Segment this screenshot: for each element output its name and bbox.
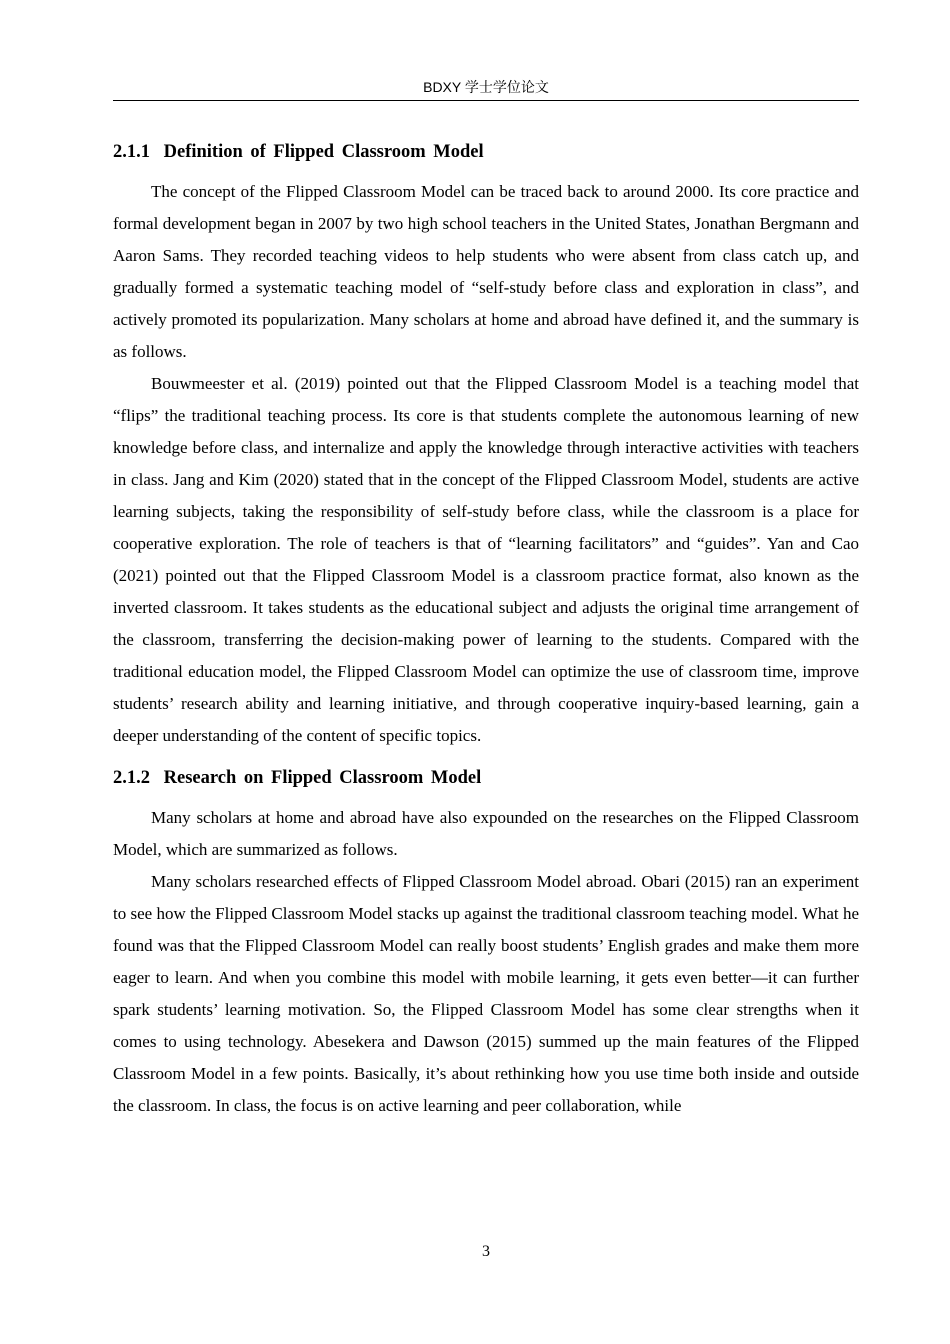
section-heading-2-1-2: [113, 762, 859, 794]
section-number: 2.1.1: [113, 142, 150, 162]
paragraph: Many scholars researched effects of Flipped Classroom Model abroad. Obari (2015) ran an experiment to see how the Flipped Classroom Model stacks up against the traditional classroom teaching model. What he found was that the Flipped Classroom Model can really boost students’ English grades and make them more eager to learn. And when you combine this model with mobile learning, it gets even better—it can further spark students’ learning motivation. So, the Flipped Classroom Model has some clear strengths when it comes to using technology. Abesekera and Dawson (2015) summed up the main features of the Flipped Classroom Model in a few points. Basically, it’s about rethinking how you use time both inside and outside the classroom. In class, the focus is on active learning and peer collaboration, while: [113, 872, 859, 1115]
body-text: [113, 136, 859, 1122]
section-title: Definition of Flipped Classroom Model: [163, 142, 484, 162]
section-heading-2-1-1: [113, 136, 859, 168]
paragraph: The concept of the Flipped Classroom Model can be traced back to around 2000. Its core practice and formal development began in 2007 by two high school teachers in the United States, Jonathan Bergmann and Aaron Sams. They recorded teaching videos to help students who were absent from class catch up, and gradually formed a systematic teaching model of “self-study before class and exploration in class”, and actively promoted its popularization. Many scholars at home and abroad have defined it, and the summary is as follows.: [113, 182, 859, 361]
running-header: BDXY 学士学位论文: [423, 79, 549, 95]
section-title: Research on Flipped Classroom Model: [163, 768, 482, 788]
paragraph: Bouwmeester et al. (2019) pointed out that the Flipped Classroom Model is a teaching model that “flips” the traditional teaching process. Its core is that students complete the autonomous learning of new knowledge before class, and internalize and apply the knowledge through interactive activities with teachers in class. Jang and Kim (2020) stated that in the concept of the Flipped Classroom Model, students are active learning subjects, taking the responsibility of self-study before class, while the classroom is a place for cooperative exploration. The role of teachers is that of “learning facilitators” and “guides”. Yan and Cao (2021) pointed out that the Flipped Classroom Model is a classroom practice format, also known as the inverted classroom. It takes students as the educational subject and adjusts the original time arrangement of the classroom, transferring the decision-making power of learning to the students. Compared with the traditional education model, the Flipped Classroom Model can optimize the use of classroom time, improve students’ research ability and learning initiative, and through cooperative inquiry-based learning, gain a deeper understanding of the content of specific topics.: [113, 374, 859, 745]
paragraph: Many scholars at home and abroad have also expounded on the researches on the Flipped Classroom Model, which are summarized as follows.: [113, 808, 859, 859]
section-number: 2.1.2: [113, 768, 150, 788]
page-number: 3: [482, 1243, 490, 1260]
header-rule: [113, 100, 859, 101]
